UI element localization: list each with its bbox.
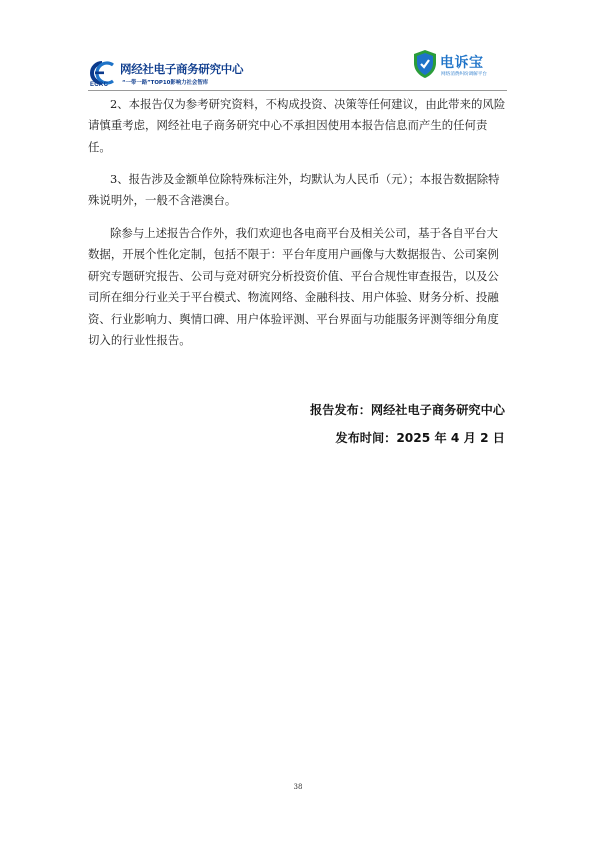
org-slogan: “一带一路”TOP10影响力社会智库 <box>122 80 209 86</box>
brand-tagline: 网络消费纠纷调解平台 <box>441 72 487 77</box>
header-divider <box>88 90 507 91</box>
brand-name: 电诉宝 <box>440 55 484 71</box>
ecrc-abbr: ECRC <box>90 82 109 88</box>
brand-logo <box>413 49 505 83</box>
page-number: 38 <box>293 783 303 791</box>
currency-note-paragraph: 3、报告涉及金额单位除特殊标注外，均默认为人民币（元）；本报告数据除特殊说明外，一般不含港澳台。 <box>88 172 500 208</box>
publisher-line: 报告发布：网经社电子商务研究中心 <box>310 403 505 417</box>
shield-icon <box>413 49 437 79</box>
customization-paragraph: 除参与上述报告合作外，我们欢迎也各电商平台及相关公司，基于各自平台大数据，开展个性化定制，包括不限于：平台年度用户画像与大数据报告、公司案例研究专题研究报告、公司与竞对研究分析投资价值、平台合规性审查报告，以及公司所在细分行业关于平台模式、物流网络、金融科技、用户体验、财务分析、投融资、行业影响力、舆情口碑、用户体验评测、平台界面与功能服务评测等细分角度切入的行业性报告。 <box>88 226 499 348</box>
org-name: 网经社电子商务研究中心 <box>120 62 244 76</box>
publish-date: 发布时间：2025 年 4 月 2 日 <box>335 431 505 445</box>
ecrc-logo <box>88 57 258 91</box>
disclaimer-paragraph: 2、本报告仅为参考研究资料，不构成投资、决策等任何建议，由此带来的风险请慎重考虑，网经社电子商务研究中心不承担因使用本报告信息而产生的任何责任。 <box>88 97 506 154</box>
